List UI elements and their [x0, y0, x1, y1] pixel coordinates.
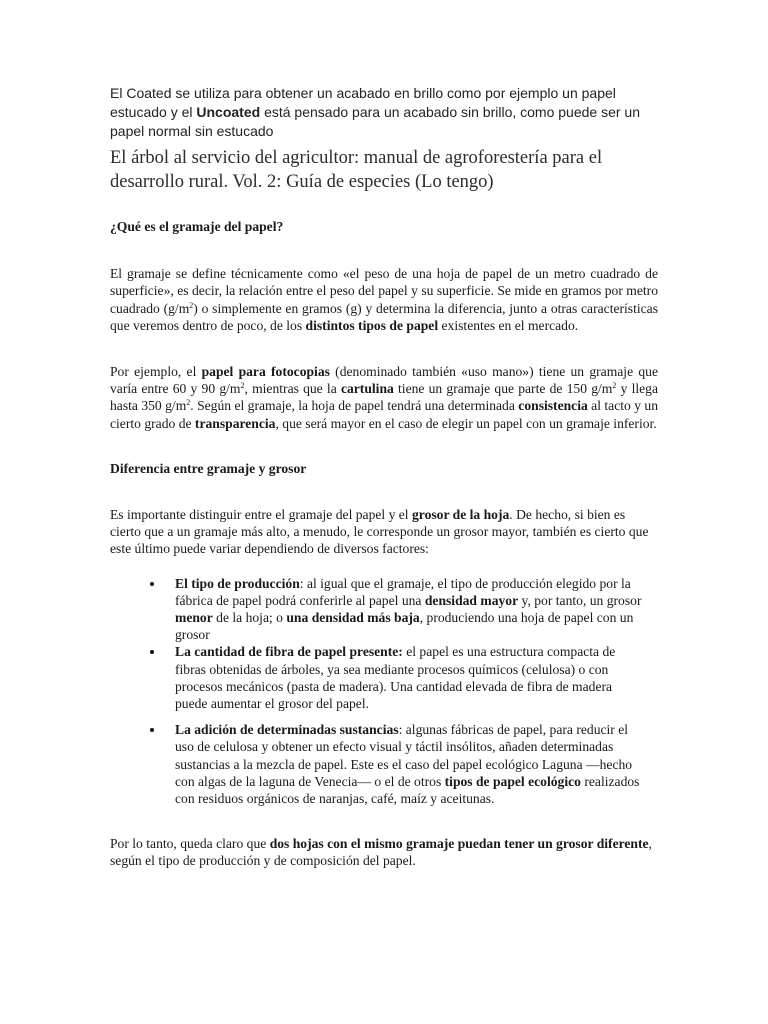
item-text: , produciendo una hoja de papel con un grosor: [175, 610, 634, 643]
superscript: 2: [189, 300, 194, 310]
bold-term: distintos tipos de papel: [305, 317, 439, 333]
bullet-icon: [150, 582, 154, 586]
bold-term: densidad mayor: [424, 592, 519, 608]
bold-term: papel para fotocopias: [201, 364, 330, 380]
item-text: : al igual que el gramaje, el tipo de producción elegido por la fábrica de papel podrá conferirle al papel una: [175, 575, 631, 608]
paragraph-text: , mientras que la: [244, 381, 341, 397]
paragraph-text: . Según el gramaje, la hoja de papel tendrá una determinada: [190, 398, 519, 414]
uncoated-term: Uncoated: [196, 104, 261, 120]
paragraph-text: tiene un gramaje que parte de 150 g/m: [393, 381, 613, 397]
intro-text: está pensado para un acabado sin brillo, como puede ser un papel normal sin estucado: [110, 104, 640, 139]
superscript: 2: [186, 398, 191, 408]
list-item: [110, 721, 658, 807]
bold-term: menor: [175, 610, 213, 626]
article-body: [110, 218, 658, 870]
paragraph-text: El gramaje se define técnicamente como «el peso de una hoja de papel de un metro cuadrado de superficie», es decir, la relación entre el peso del papel y su superficie. Se mide en gramos por metro cuadrado (g/m: [110, 266, 658, 316]
bold-term: consistencia: [518, 398, 588, 414]
bullet-icon: [150, 728, 154, 732]
paragraph-text: ) o simplemente en gramos (g) y determina la diferencia, junto a otras características que veremos dentro de poco, de los: [110, 300, 659, 333]
item-text: realizados con residuos orgánicos de naranjas, café, maíz y aceitunas.: [175, 773, 640, 807]
bold-term: una densidad más baja: [286, 610, 420, 626]
item-text: : algunas fábricas de papel, para reducir el uso de celulosa y obtener un efecto visual y táctil insólitos, añaden determinadas sustancias a la mezcla de papel. Este es el caso del papel ecológico Laguna —hecho con algas de la laguna de Venecia— o el de otros: [175, 722, 633, 789]
paragraph-grosor-intro: [110, 506, 658, 558]
bold-term: transparencia: [194, 415, 276, 431]
intro-text: El Coated se utiliza para obtener un acabado en brillo como por ejemplo un papel estucado y el: [110, 85, 616, 120]
paragraph-text: , que será mayor en el caso de elegir un papel con un gramaje inferior.: [275, 415, 657, 431]
bold-term: La cantidad de fibra de papel presente:: [175, 644, 403, 660]
bold-term: El tipo de producción: [175, 575, 300, 591]
bold-term: tipos de papel ecológico: [444, 773, 581, 789]
superscript: 2: [240, 381, 245, 391]
list-item: [110, 643, 658, 712]
paragraph-gramaje-examples: [110, 363, 658, 432]
paragraph-text: (denominado también «uso mano») tiene un gramaje que varía entre 60 y 90 g/m: [110, 364, 658, 397]
bold-term: grosor de la hoja: [411, 507, 510, 523]
intro-paragraph: [110, 84, 670, 141]
paragraph-text: al tacto y un cierto grado de: [110, 398, 658, 431]
paragraph-text: . De hecho, si bien es cierto que a un gramaje más alto, a menudo, le corresponde un grosor mayor, también es cierto que este último puede variar dependiendo de diversos factores:: [110, 507, 649, 557]
paragraph-text: Es importante distinguir entre el gramaje del papel y el: [110, 507, 412, 523]
paragraph-text: Por lo tanto, queda claro que: [110, 836, 270, 852]
section-heading-diferencia: Diferencia entre gramaje y grosor: [110, 460, 307, 476]
superscript: 2: [612, 381, 617, 391]
list-item: [110, 575, 658, 644]
item-text: y, por tanto, un grosor: [518, 592, 642, 608]
section-heading-gramaje: ¿Qué es el gramaje del papel?: [110, 219, 284, 234]
item-text: el papel es una estructura compacta de fibras obtenidas de árboles, ya sea mediante procesos químicos (celulosa) o con procesos mecánicos (pasta de madera). Una cantidad elevada de fibra de madera puede aumentar el grosor del papel.: [175, 644, 616, 712]
bold-term: cartulina: [340, 381, 394, 397]
paragraph-text: y llega hasta 350 g/m: [110, 381, 658, 414]
paragraph-gramaje-definition: [110, 265, 658, 334]
factor-list: [110, 575, 658, 808]
bold-term: La adición de determinadas sustancias: [175, 722, 399, 738]
paragraph-text: Por ejemplo, el: [110, 364, 202, 380]
paragraph-text: existentes en el mercado.: [438, 317, 579, 333]
bullet-icon: [150, 650, 154, 654]
bold-term: dos hojas con el mismo gramaje puedan tener un grosor diferente: [269, 836, 649, 852]
paragraph-conclusion: [110, 835, 658, 869]
paragraph-text: , según el tipo de producción y de composición del papel.: [110, 836, 652, 869]
book-title: El árbol al servicio del agricultor: manual de agroforestería para el desarrollo rural. Vol. 2: Guía de especies (Lo tengo): [110, 148, 603, 192]
item-text: de la hoja; o: [212, 610, 287, 626]
